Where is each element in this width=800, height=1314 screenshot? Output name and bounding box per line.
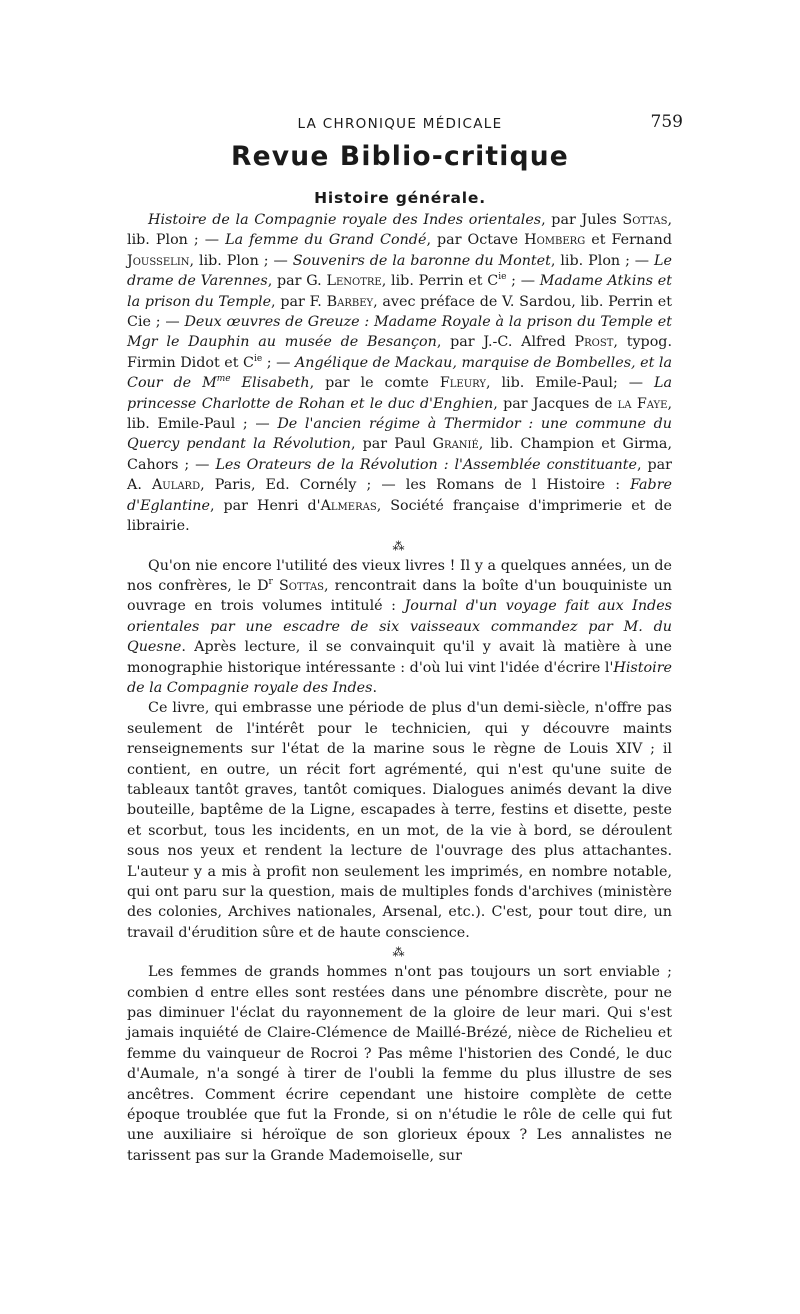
text-run: Histoire de la Compagnie royale des Indes orientales bbox=[148, 212, 542, 228]
running-head bbox=[117, 112, 683, 136]
text-run: , typog. Firmin Didot et C bbox=[127, 334, 672, 371]
text-run: , par A. bbox=[127, 456, 672, 494]
text-run: Prost bbox=[574, 334, 614, 351]
text-run: Sottas bbox=[622, 212, 668, 228]
text-run: Histoire de la Compagnie royale des Indes bbox=[127, 659, 672, 696]
text-run: , avec préface de V. Sardou, lib. Perrin et Cie ; — bbox=[127, 293, 673, 331]
text-run: , par G. bbox=[267, 273, 327, 290]
text-run: Ce livre, qui embrasse une période de plus d'un demi-siècle, n'offre pas seulement de l'intérêt pour le technicien, qui y découvre maints renseignements sur l'état de la marine sous le règne de Louis XIV ; il contient, en outre, un récit fort agrémenté, qui n'est qu'une suite de tableaux tantôt graves, tantôt comiques. Dialogues animés devant la dive bouteille, baptême de la Ligne, escapades à terre, festins et disette, peste et scorbut, tous les incidents, en un mot, de la vie à bord, se déroulent sous nos yeux et rendent la lecture de l'ouvrage des plus attachantes. L'auteur y a mis à profit non seulement les imprimés, en nombre notable, qui ont paru sur la question, mais de multiples fonds d'archives (ministère des colonies, Archives nationales, Arsenal, etc.). C'est, pour tout dire, un travail d'érudition sûre et de haute conscience. bbox=[127, 700, 672, 941]
text-run: Elisabeth bbox=[230, 375, 310, 392]
text-run: Les femmes de grands hommes n'ont pas toujours un sort enviable ; combien d entre elles sont restées dans une pénombre discrète, pour ne pas diminuer l'éclat du rayonnement de la gloire de leur mari. Qui s'est jamais inquiété de Claire-Clémence de Maillé-Brézé, nièce de Richelieu et femme du vainqueur de Rocroi ? Pas même l'historien des Condé, le duc d'Aumale, n'a songé à tirer de l'oubli la femme du plus illustre de ses ancêtres. Comment écrire cependant une histoire complète de cette époque troublée que fut la Fronde, si on n'étudie le rôle de celle qui fut une auxiliaire si héroïque de son glorieux époux ? Les annalistes ne tarissent pas sur la Grande Mademoiselle, sur bbox=[127, 964, 672, 1164]
text-run: , lib. Plon ; — bbox=[189, 252, 293, 269]
text-run: Angélique de Mackau, marquise de Bombelles, et la Cour de M bbox=[127, 354, 672, 392]
text-run: La femme du Grand Condé bbox=[225, 232, 427, 249]
text-run: . bbox=[372, 679, 377, 696]
text-run: , par Octave bbox=[426, 232, 525, 249]
text-run: Le drame de Varennes bbox=[127, 252, 673, 290]
text-run: Homberg bbox=[524, 232, 586, 249]
text-run: . Après lecture, il se convainquit qu'il y avait là matière à une monographie historique intéressante : d'où lui vint l'idée d'écrire l' bbox=[127, 639, 672, 676]
text-run: ie bbox=[498, 272, 507, 283]
paragraph-sottas-review-continued bbox=[127, 698, 672, 943]
text-run: , par Paul bbox=[350, 436, 433, 453]
text-run: me bbox=[216, 374, 231, 385]
text-run: Fleury bbox=[439, 375, 486, 392]
text-run: , par le comte bbox=[309, 375, 440, 392]
text-run: , lib. Emile-Paul; — bbox=[485, 375, 654, 392]
text-run: Aulard bbox=[151, 477, 201, 494]
paragraph-sottas-review bbox=[127, 556, 672, 699]
text-run: , par Jacques de bbox=[493, 395, 618, 412]
asterism-divider: ⁂ bbox=[392, 945, 407, 960]
article-body bbox=[127, 210, 672, 1166]
text-run: , lib. Perrin et C bbox=[381, 273, 499, 290]
text-run: Lenotre bbox=[326, 273, 382, 290]
text-run: , lib. Plon ; — bbox=[550, 252, 655, 269]
text-run: , lib. Emile-Paul ; — bbox=[127, 395, 673, 433]
text-run: Madame Atkins et la prison du Temple bbox=[127, 273, 672, 310]
text-run: Sottas bbox=[278, 577, 325, 594]
journal-title: LA CHRONIQUE MÉDICALE bbox=[297, 116, 503, 132]
text-run: ; — bbox=[506, 273, 540, 290]
text-run: Barbey bbox=[326, 293, 374, 310]
text-run: Fabre d'Eglantine bbox=[127, 477, 672, 514]
text-run: r bbox=[268, 577, 273, 588]
text-run: Deux œuvres de Greuze : Madame Royale à la prison du Temple et Mgr le Dauphin au musée de Besançon bbox=[127, 314, 672, 351]
text-run: Journal d'un voyage fait aux Indes orientales par une escadre de six vaisseaux commandez par M. du Quesne bbox=[127, 598, 672, 656]
text-run: ie bbox=[254, 354, 263, 365]
text-run: , rencontrait dans la boîte d'un bouquiniste un ouvrage en trois volumes intitulé : bbox=[127, 577, 672, 615]
page-number: 759 bbox=[650, 112, 683, 132]
text-run: La princesse Charlotte de Rohan et le duc d'Enghien bbox=[127, 375, 672, 412]
text-run: Jousselin bbox=[127, 252, 190, 269]
text-run: Granié bbox=[432, 436, 479, 453]
paragraph-book-list bbox=[127, 210, 672, 537]
text-run: , par Henri d' bbox=[209, 497, 321, 514]
text-run: , par J.-C. Alfred bbox=[436, 334, 575, 351]
text-run: la Faye bbox=[617, 395, 668, 412]
text-run: , par Jules bbox=[541, 212, 623, 228]
text-run: Les Orateurs de la Révolution : l'Assemblée constituante bbox=[215, 456, 637, 473]
subsection-title: Histoire générale. bbox=[314, 189, 486, 207]
text-run: , lib. Plon ; — bbox=[127, 212, 673, 249]
text-run: Qu'on nie encore l'utilité des vieux livres ! Il y a quelques années, un de nos confrères, le D bbox=[127, 557, 672, 594]
section-title: Revue Biblio-critique bbox=[231, 141, 569, 172]
text-run: Souvenirs de la baronne du Montet bbox=[292, 252, 551, 269]
text-run: De l'ancien régime à Thermidor : une commune du Quercy pendant la Révolution bbox=[127, 416, 672, 453]
text-run: Almeras bbox=[320, 497, 377, 514]
text-run: , Paris, Ed. Cornély ; — les Romans de l Histoire : bbox=[200, 477, 631, 494]
text-run: , Société française d'imprimerie et de librairie. bbox=[127, 497, 672, 535]
text-run: , par F. bbox=[271, 293, 327, 310]
asterism-divider: ⁂ bbox=[392, 538, 407, 553]
text-run: et Fernand bbox=[585, 232, 672, 249]
text-run: ; — bbox=[262, 354, 295, 371]
paragraph-conde-review bbox=[127, 962, 672, 1166]
text-run: , lib. Champion et Girma, Cahors ; — bbox=[127, 436, 672, 473]
